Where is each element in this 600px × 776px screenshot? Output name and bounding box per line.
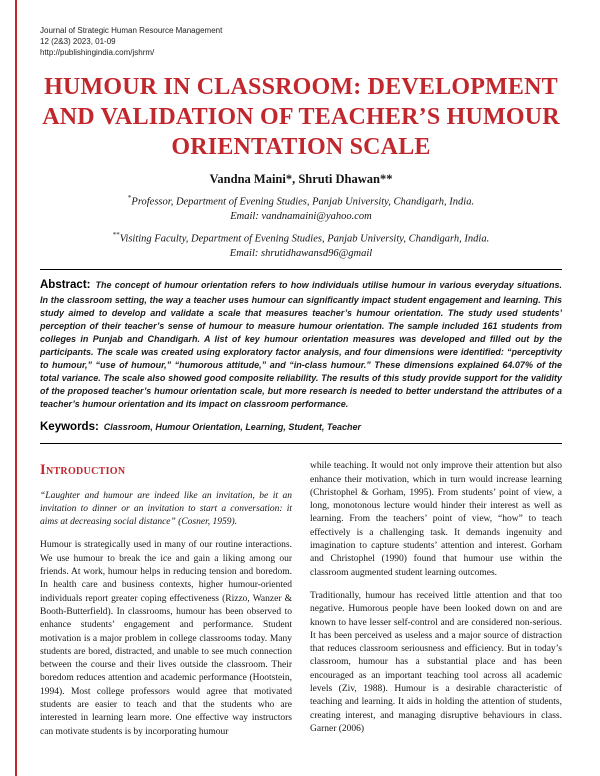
abstract-block [40, 277, 562, 411]
abstract-text: The concept of humour orientation refers to how individuals utilise humour in various everyday situations. In the classroom setting, the way a teacher uses humour can significantly impact student engagement and learning. This study aimed to develop and validate a scale that measures teacher’s humour orientation. The study used students’ perception of their teacher’s sense of humour to measure humour orientation. The sample included 161 students from colleges in Punjab and Chandigarh. A list of key humour orientation measures was developed and filled out by the participants. The scale was created using exploratory factor analysis, and four dimensions were identified: “perceptivity to humour,” “use of humour,” “humorous attitude,” and “in-class humour.” These dimensions explained 64.07% of the total variance. The scale also showed good composite reliability. The results of this study provide support for the validity of the proposed teacher’s humour orientation scale, but more research is needed to better understand the attributes of a teacher’s humour orientation and its impact on classroom performance. [40, 280, 562, 410]
two-column-body [40, 460, 562, 749]
introduction-quote: “Laughter and humour are indeed like an invitation, be it an invitation to dinner or an invitation to start a conversation: it aims at decreasing social distance” (Cosner, 1959). [40, 490, 292, 528]
divider-bottom [40, 443, 562, 444]
journal-issue: 12 (2&3) 2023, 01-09 [40, 36, 116, 46]
journal-name: Journal of Strategic Human Resource Management [40, 26, 223, 35]
left-column [40, 460, 292, 749]
left-accent-rule [15, 0, 17, 776]
divider-top [40, 269, 562, 270]
keywords-label: Keywords: [40, 421, 99, 434]
affiliation-1-line [40, 194, 562, 210]
authors-line: Vandna Maini*, Shruti Dhawan** [209, 172, 393, 187]
affiliation-2-line [40, 231, 562, 247]
affiliation-2-email: Email: shrutidhawansd96@gmail [229, 247, 373, 259]
affiliation-2 [40, 231, 562, 261]
affiliation-2-marker: ** [112, 231, 120, 240]
introduction-paragraph-left: Humour is strategically used in many of our routine interactions. We use humour to break the ice and gain a liking among our friends. At work, humour helps in reducing tension and boredom. In health care and business contexts, higher humour-oriented individuals report greater coping effectiveness (Rizzo, Wanzer & Booth-Butterfield). In classrooms, humour has been observed to enhance students’ engagement and performance. Student motivation is a major problem in college classrooms today. Many students are bored, distracted, and unable to see much connection between the course and their lives outside the classroom. Their boredom reduces attention and academic performance (Hootstein, 1994). Most college professors would agree that motivated students are easier to teach and that the students who are interested in learning learn more. One effective way instructors can motivate students is by incorporating humour [40, 540, 292, 737]
keywords-text: Classroom, Humour Orientation, Learning, Student, Teacher [103, 422, 361, 433]
introduction-paragraph-right-1: while teaching. It would not only improve their attention but also enhance their motivation, which in turn would increase learning (Christophel & Gorham, 1995). From students’ point of view, a long, monotonous lecture would hinder their interest as well as learning. From the teachers’ point of view, “how” to teach effectively is a challenging task. It demands ingenuity and imagination to capture students’ attention and interest. Gorham and Christophel (1990) found that humour use within the classroom augmented student learning outcomes. [310, 461, 562, 578]
abstract-label: Abstract: [40, 279, 91, 292]
right-column [310, 460, 562, 749]
affiliation-1-email: Email: vandnamaini@yahoo.com [230, 211, 372, 223]
journal-header [40, 26, 562, 58]
affiliation-1-marker: * [127, 194, 132, 203]
introduction-paragraph-right-2: Traditionally, humour has received little attention and that too negative. Humorous people have been looked down on and are known to have lesser self-control and are considered non-serious. It has been perceived as useless and a major source of distraction that reduces classroom seriousness and efficiency. But in today’s classroom, humour has a substantial place and has been encouraged as an important teaching tool across all academic levels (Ziv, 1988). Humour is a desirable characteristic of teaching and learning. It aids in holding the attention of students, creating interest, and managing disruptive behaviours in class. Garner (2006) [310, 590, 562, 734]
keywords-block [40, 419, 562, 435]
section-heading-introduction: Introduction [40, 462, 126, 479]
journal-url: http://publishingindia.com/jshrm/ [40, 47, 155, 57]
paper-title: HUMOUR IN CLASSROOM: DEVELOPMENT AND VALIDATION OF TEACHER’S HUMOUR ORIENTATION SCALE [42, 74, 560, 161]
affiliation-2-text: Visiting Faculty, Department of Evening Studies, Panjab University, Chandigarh, India. [119, 233, 490, 245]
affiliation-1 [40, 194, 562, 224]
affiliation-1-text: Professor, Department of Evening Studies, Panjab University, Chandigarh, India. [131, 196, 475, 208]
